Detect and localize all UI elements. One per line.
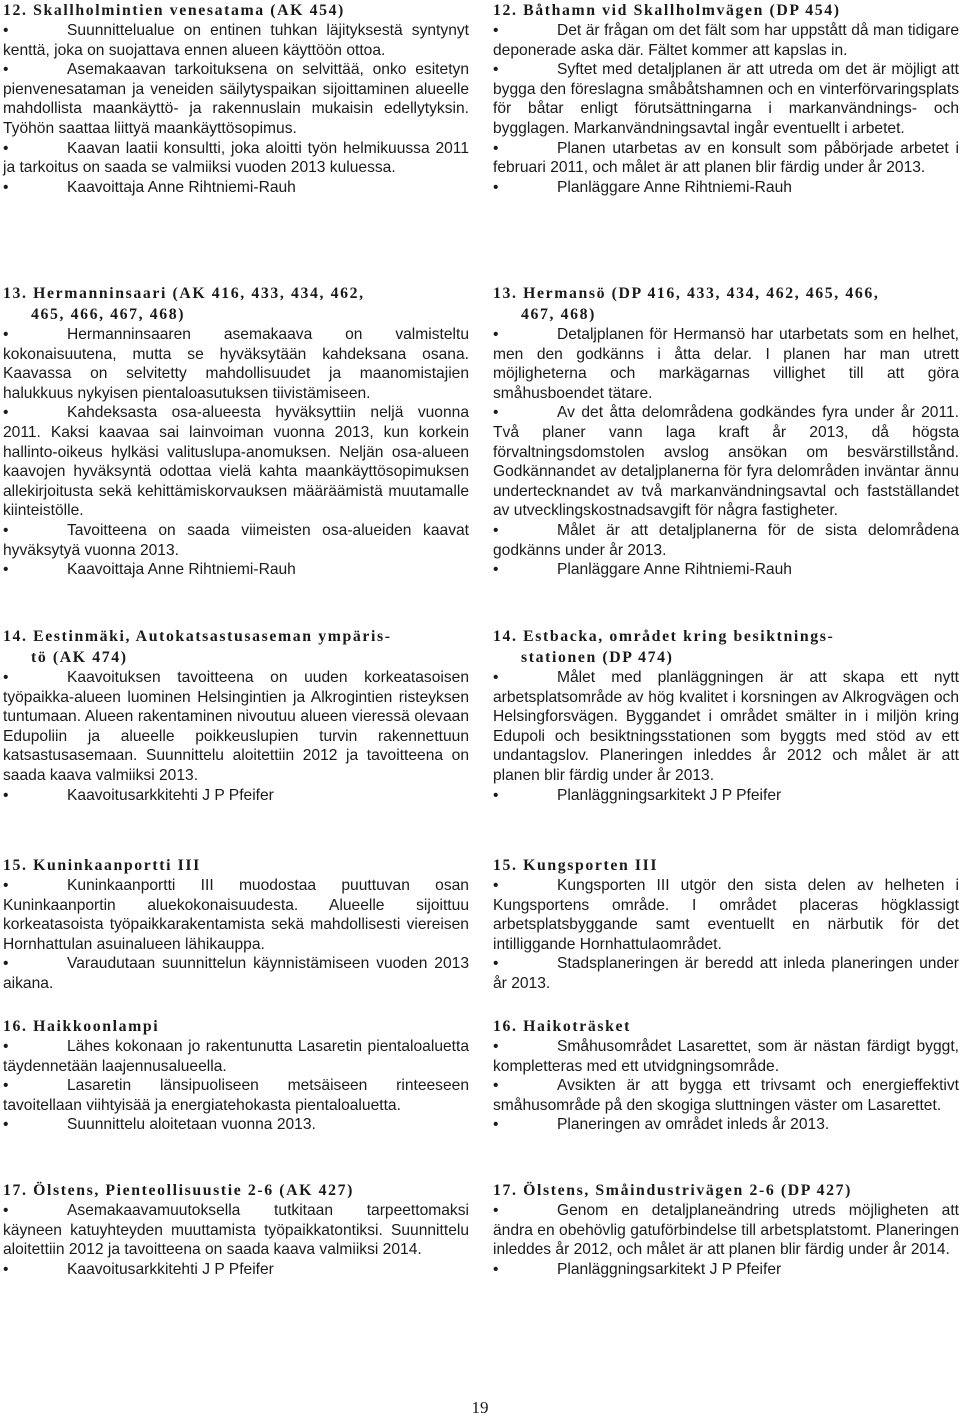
paragraph: • Avsikten är att bygga ett trivsamt och energieffektivt småhusområde på den skogiga sluttningen väster om Lasarettet. [493, 1077, 959, 1114]
section-13-sv [493, 283, 959, 580]
paragraph: • Kungsporten III utgör den sista delen av helheten i Kungsportens område. I området placeras högklassigt arbetsplatsbyggande samt eventuellt en närbutik för det intilliggande Hornhattulaområdet. [493, 877, 959, 953]
paragraph: • Varaudutaan suunnittelun käynnistämiseen vuoden 2013 aikana. [3, 955, 469, 992]
paragraph: • Kahdeksasta osa-alueesta hyväksyttiin neljä vuonna 2011. Kaksi kaavaa sai lainvoiman vuonna 2013, kun korkein hallinto-oikeus hylkäsi valituslupa-anomuksen. Neljän osa-alueen kaavojen hyväksyntä odottaa vielä kahta maankäyttösopimuksen allekirjoitusta sekä kehittämiskorvauksen määräämistä muutamalle kiinteistölle. [3, 404, 469, 520]
section-title: 16. Haikkoonlampi [3, 1018, 160, 1035]
section-title: 15. Kungsporten III [493, 857, 659, 874]
section-title-cont: 465, 466, 467, 468) [31, 306, 186, 323]
section-14-sv [493, 626, 959, 805]
section-title: 17. Ölstens, Pienteollisuustie 2-6 (AK 427) [3, 1182, 354, 1199]
section-13-fi [3, 283, 469, 580]
paragraph: • Målet är att detaljplanerna för de sista delområdena godkänns under år 2013. [493, 521, 959, 559]
section-16-fi [3, 1016, 469, 1135]
section-heading [493, 1180, 959, 1201]
page-number: 19 [471, 1398, 489, 1417]
paragraph: • Småhusområdet Lasarettet, som är nästan färdigt byggt, kompletteras med ett utvidgningsområde. [493, 1038, 959, 1075]
responsible-person: • Planläggningsarkitekt J P Pfeifer [493, 786, 782, 804]
section-heading [3, 626, 469, 668]
section-title: 16. Haikoträsket [493, 1018, 631, 1035]
paragraph: • Planeringen av området inleds år 2013. [493, 1116, 830, 1134]
paragraph: • Genom en detaljplaneändring utreds möjligheten att ändra en obehövlig gatuförbindelse till arbetsplatstomt. Planeringen inleddes år 2012, och målet är att planen blir färdig under år 2014. [493, 1202, 959, 1259]
section-heading [493, 0, 959, 21]
section-title: 13. Hermanninsaari (AK 416, 433, 434, 462, [3, 285, 365, 302]
responsible-person: • Kaavoittaja Anne Rihtniemi-Rauh [3, 178, 296, 196]
paragraph: • Suunnittelualue on entinen tuhkan läjityksestä syntynyt kenttä, joka on suojattava ennen alueen käyttöön ottoa. [3, 22, 469, 59]
section-14-fi [3, 626, 469, 805]
section-heading [3, 283, 469, 325]
section-heading [3, 0, 469, 21]
section-17-sv [493, 1180, 959, 1279]
section-heading [493, 855, 959, 876]
responsible-person: • Kaavoittaja Anne Rihtniemi-Rauh [3, 561, 296, 579]
paragraph: • Asemakaavamuutoksella tutkitaan tarpeettomaksi käyneen katuyhteyden muuttamista työpaikkatontiksi. Suunnittelu aloitettiin 2012 ja tavoitteena on saada kaava valmiiksi 2014. [3, 1202, 469, 1259]
responsible-person: • Kaavoitusarkkitehti J P Pfeifer [3, 786, 274, 804]
section-heading [493, 626, 959, 668]
paragraph: • Asemakaavan tarkoituksena on selvittää, onko esitetyn pienvenesataman ja veneiden säilytyspaikan sijoittaminen alueelle mahdollista maankäyttö- ja rakennuslain mukaisin edellytyksin. Työhön saattaa liittyä maankäyttösopimus. [3, 61, 469, 137]
paragraph: • Hermanninsaaren asemakaava on valmisteltu kokonaisuutena, mutta se hyväksytään kahdeksana osana. Kaavassa on selvitetty mahdollisuudet ja maanomistajien halukkuus nykyisen pientaloasutuksen tiivistämiseen. [3, 326, 469, 402]
section-17-fi [3, 1180, 469, 1279]
paragraph: • Stadsplaneringen är beredd att inleda planeringen under år 2013. [493, 955, 959, 992]
section-title: 15. Kuninkaanportti III [3, 857, 201, 874]
section-16-sv [493, 1016, 959, 1135]
responsible-person: • Planläggare Anne Rihtniemi-Rauh [493, 561, 792, 579]
section-title-cont: 467, 468) [521, 306, 596, 323]
paragraph: • Kaavoituksen tavoitteena on uuden korkeatasoisen työpaikka-alueen luominen Helsingintien ja Alkrogintien risteyksen tuntumaan. Alueen rakentaminen nivoutuu alueen vieressä olevaan Edupoliin ja alueelle poikkeuslupien turvin rakennettuun katsastusasemaan. Suunnittelu aloitettiin 2012 ja tavoitteena on saada kaava valmiiksi 2013. [3, 669, 469, 784]
section-heading [493, 283, 959, 325]
section-heading [493, 1016, 959, 1037]
section-12-fi [3, 0, 469, 197]
section-heading [3, 1016, 469, 1037]
section-heading [3, 855, 469, 876]
paragraph: • Kuninkaanportti III muodostaa puuttuvan osan Kuninkaanportin aluekokonaisuudesta. Alueelle sijoittuu korkeatasoista työpaikkarakentamista sekä mahdollisesti viereisen Hornhattulan asuinalueen lähikauppa. [3, 877, 469, 953]
paragraph: • Planen utarbetas av en konsult som påbörjade arbetet i februari 2011, och målet är att planen blir färdig under år 2013. [493, 139, 959, 177]
paragraph: • Suunnittelu aloitetaan vuonna 2013. [3, 1116, 316, 1134]
section-title: 14. Estbacka, området kring besiktnings- [493, 628, 835, 645]
section-15-sv [493, 855, 959, 994]
paragraph: • Detaljplanen för Hermansö har utarbetats som en helhet, men den godkänns i åtta delar. I planen har man utrett möjligheterna och markägarnas villighet till att göra småhusboendet tätare. [493, 326, 959, 402]
paragraph: • Lasaretin länsipuoliseen metsäiseen rinteeseen tavoitellaan viihtyisää ja energiatehokasta pientaloaluetta. [3, 1077, 469, 1114]
paragraph: • Lähes kokonaan jo rakentunutta Lasaretin pientaloaluetta täydennetään laajennusalueella. [3, 1038, 469, 1075]
section-12-sv [493, 0, 959, 197]
responsible-person: • Planläggare Anne Rihtniemi-Rauh [493, 178, 792, 196]
paragraph: • Syftet med detaljplanen är att utreda om det är möjligt att bygga den föreslagna småbåtshamnen och en vinterförvaringsplats för båtar enligt förutsättningarna i markanvändnings- och bygglagen. Markanvändningsavtal ingår eventuellt i arbetet. [493, 61, 959, 137]
responsible-person: • Planläggningsarkitekt J P Pfeifer [493, 1260, 782, 1278]
section-title: 14. Eestinmäki, Autokatsastusaseman ympäris- [3, 628, 392, 645]
section-title-cont: tö (AK 474) [31, 649, 128, 666]
paragraph: • Tavoitteena on saada viimeisten osa-alueiden kaavat hyväksytyä vuonna 2013. [3, 521, 469, 559]
paragraph: • Av det åtta delområdena godkändes fyra under år 2011. Två planer vann laga kraft år 2013, då högsta förvaltningsdomstolen avslog ansökan om besvärstillstånd. Godkännandet av detaljplanerna för fyra delområden inväntar ännu undertecknandet av två markanvändningsavtal och fastställandet av utvecklingskostnadsavgift för några fastigheter. [493, 404, 959, 520]
paragraph: • Målet med planläggningen är att skapa ett nytt arbetsplatsområde av hög kvalitet i korsningen av Alkrogvägen och Helsingforsvägen. Byggandet i området smälter in i miljön kring Edupoli och besiktningsstationen som byggts med stöd av ett undantagslov. Planeringen inleddes år 2012 och målet är att planen blir färdig under år 2013. [493, 669, 959, 784]
section-heading [3, 1180, 469, 1201]
section-title: 17. Ölstens, Småindustrivägen 2-6 (DP 427) [493, 1182, 853, 1199]
paragraph: • Det är frågan om det fält som har uppstått då man tidigare deponerade aska där. Fältet kommer att kapslas in. [493, 22, 959, 59]
paragraph: • Kaavan laatii konsultti, joka aloitti työn helmikuussa 2011 ja tarkoitus on saada se valmiiksi vuoden 2013 kuluessa. [3, 139, 469, 177]
section-15-fi [3, 855, 469, 994]
section-title-cont: stationen (DP 474) [521, 649, 674, 666]
section-title: 12. Båthamn vid Skallholmvägen (DP 454) [493, 2, 841, 19]
responsible-person: • Kaavoitusarkkitehti J P Pfeifer [3, 1260, 274, 1278]
section-title: 13. Hermansö (DP 416, 433, 434, 462, 465, 466, [493, 285, 880, 302]
section-title: 12. Skallholmintien venesatama (AK 454) [3, 2, 345, 19]
